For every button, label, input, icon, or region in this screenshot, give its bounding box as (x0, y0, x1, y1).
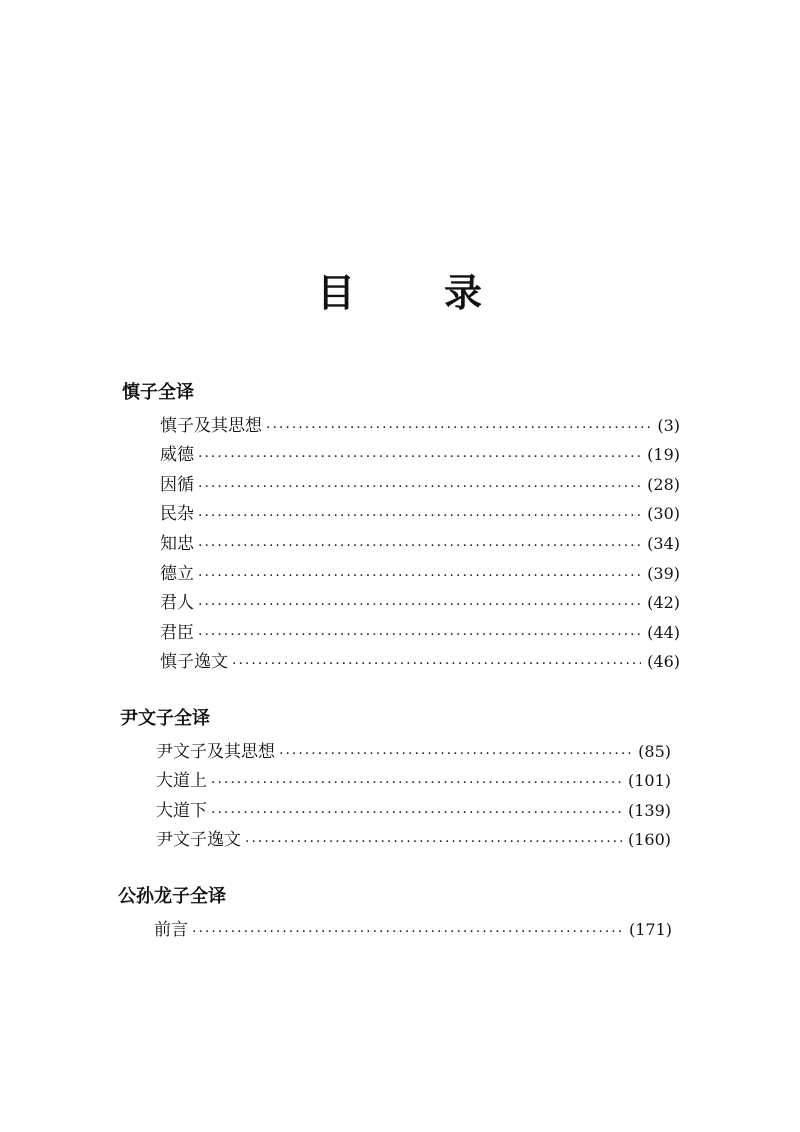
entry-title: 民杂 (160, 504, 194, 525)
toc-entry[interactable] (160, 586, 680, 616)
dot-leader (198, 625, 641, 645)
dot-leader (211, 773, 622, 793)
dot-leader (198, 447, 641, 467)
entry-title: 慎子逸文 (160, 652, 228, 673)
entry-title: 尹文子及其思想 (156, 741, 275, 762)
toc-section-gongsunlongzi (114, 882, 674, 942)
toc-entry[interactable] (156, 764, 671, 794)
dot-leader (198, 536, 641, 556)
entry-page: (42) (647, 593, 680, 613)
entry-page: (160) (627, 830, 671, 850)
entry-title: 君人 (160, 593, 194, 614)
page-title-char-1: 目 (316, 271, 356, 315)
entry-title: 威德 (160, 445, 194, 466)
dot-leader (266, 418, 651, 438)
entry-title: 君臣 (160, 622, 194, 643)
toc-entry[interactable] (160, 408, 680, 438)
entry-page: (39) (647, 563, 680, 583)
dot-leader (192, 922, 623, 942)
dot-leader (198, 506, 641, 526)
toc-entry[interactable] (154, 912, 672, 942)
section-heading: 慎子全译 (122, 382, 194, 403)
toc-section-yinwenzi (116, 704, 676, 852)
entry-title: 大道下 (156, 800, 207, 821)
entry-page: (101) (627, 771, 671, 791)
entry-page: (44) (647, 622, 680, 642)
entry-page: (28) (647, 474, 680, 494)
entry-page: (19) (647, 445, 680, 465)
entry-title: 德立 (160, 563, 194, 584)
toc-entry[interactable] (160, 497, 680, 527)
section-heading: 公孙龙子全译 (118, 886, 226, 907)
entry-title: 尹文子逸文 (156, 830, 241, 851)
toc-entry[interactable] (156, 823, 671, 853)
entry-page: (139) (627, 800, 671, 820)
dot-leader (232, 654, 641, 674)
toc-entry[interactable] (160, 526, 680, 556)
entry-page: (30) (647, 504, 680, 524)
entry-page: (171) (628, 919, 672, 939)
dot-leader (211, 803, 622, 823)
toc-entry[interactable] (160, 556, 680, 586)
toc-entry[interactable] (160, 645, 680, 675)
entry-page: (85) (638, 741, 671, 761)
dot-leader (279, 744, 632, 764)
toc-entry[interactable] (160, 467, 680, 497)
section-heading: 尹文子全译 (120, 708, 210, 729)
entry-page: (3) (657, 415, 680, 435)
dot-leader (198, 566, 641, 586)
dot-leader (245, 832, 622, 852)
entry-title: 大道上 (156, 771, 207, 792)
dot-leader (198, 595, 641, 615)
toc-entry[interactable] (160, 615, 680, 645)
dot-leader (198, 477, 641, 497)
entry-page: (34) (647, 533, 680, 553)
toc-entry[interactable] (156, 793, 671, 823)
entry-title: 因循 (160, 474, 194, 495)
entry-title: 慎子及其思想 (160, 415, 262, 436)
page-title-char-2: 录 (444, 271, 484, 315)
entry-page: (46) (647, 652, 680, 672)
toc-section-shenzi (118, 378, 678, 674)
toc-entry[interactable] (160, 438, 680, 468)
entry-title: 前言 (154, 919, 188, 940)
entry-title: 知忠 (160, 533, 194, 554)
toc-entry[interactable] (156, 734, 671, 764)
page-title (0, 262, 800, 317)
